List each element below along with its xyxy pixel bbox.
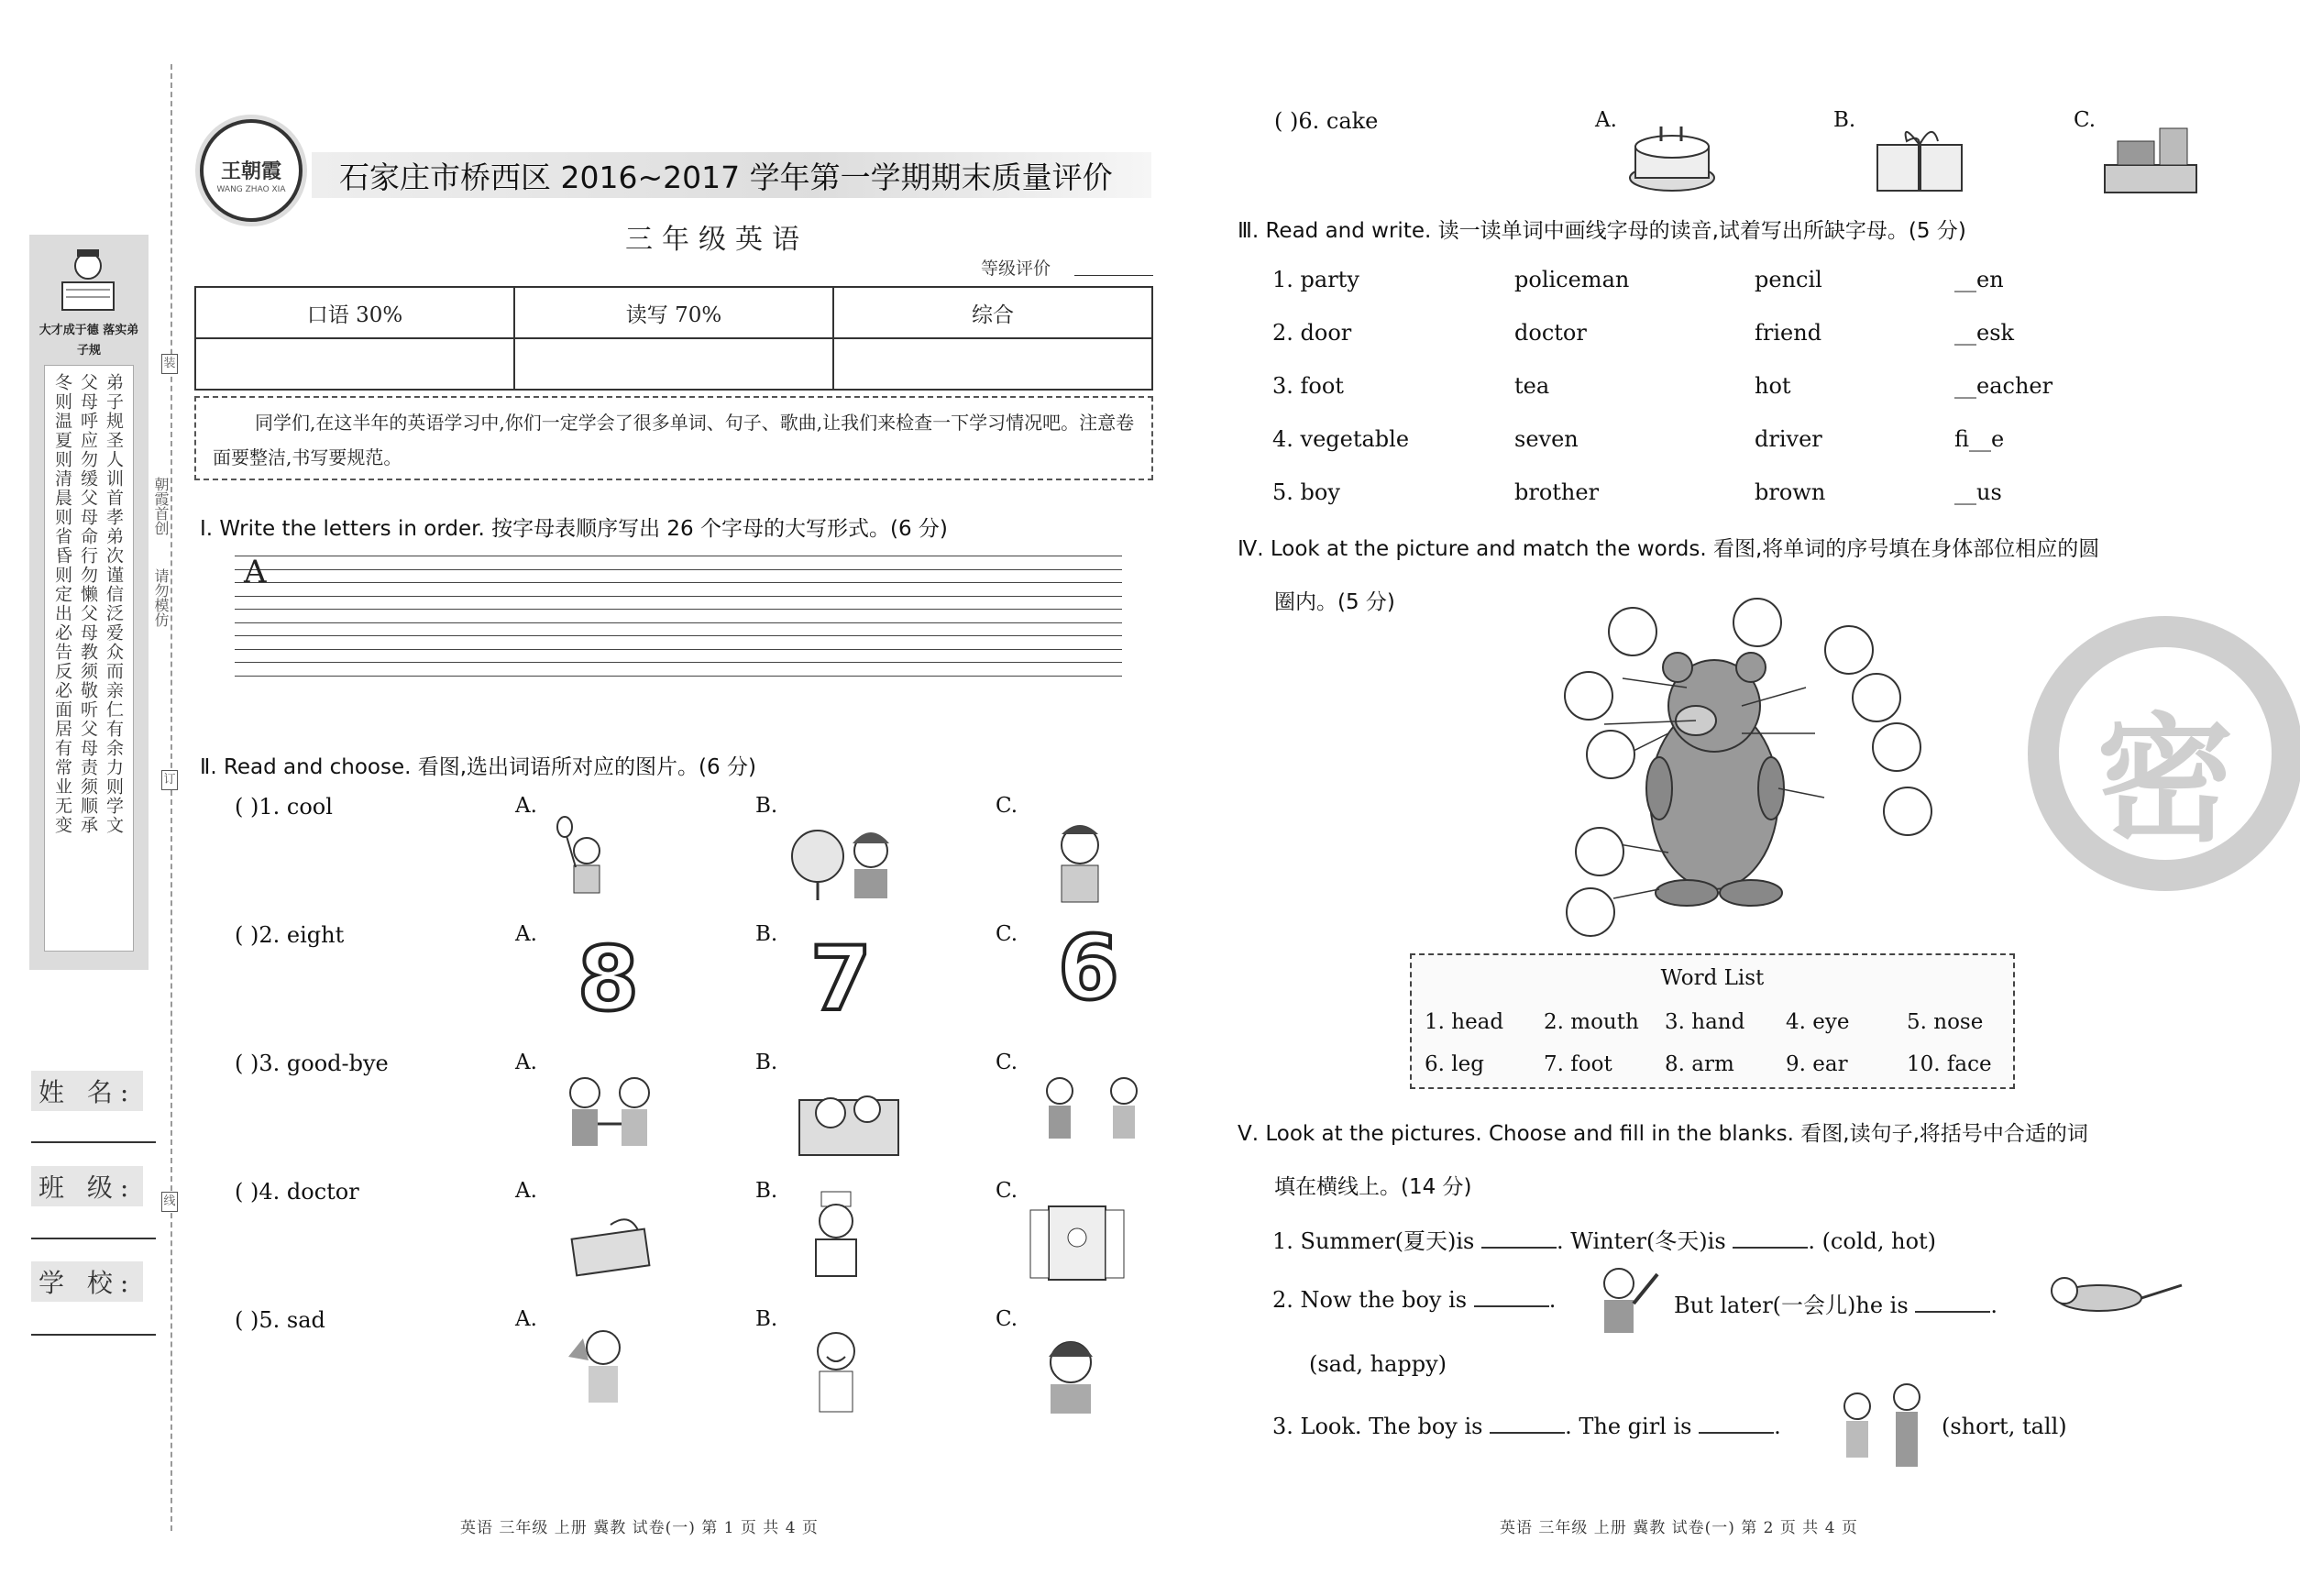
q2-6-label: ( )6. cake bbox=[1274, 108, 1379, 134]
q2-2-label: ( )2. eight bbox=[235, 922, 345, 948]
match-circle-10[interactable] bbox=[1566, 887, 1615, 937]
s5-q1-blank-1[interactable] bbox=[1481, 1247, 1557, 1249]
match-circle-7[interactable] bbox=[1872, 722, 1921, 772]
s5-q2-later: But later(一会儿)he is . bbox=[1674, 1293, 1997, 1318]
name-field[interactable] bbox=[31, 1141, 156, 1143]
match-circle-3[interactable] bbox=[1824, 625, 1874, 675]
subject-title: 三年级英语 bbox=[625, 224, 809, 256]
q2-1-opt-c[interactable]: C. bbox=[996, 794, 1018, 818]
digit-6-picture: 6 bbox=[1058, 917, 1119, 1019]
shivering-man-picture bbox=[1043, 812, 1117, 908]
match-circle-4[interactable] bbox=[1564, 671, 1613, 721]
q2-2-opt-b[interactable]: B. bbox=[755, 922, 778, 946]
s3-r1-blank[interactable]: __en bbox=[1954, 267, 2004, 292]
s5-q2-options: (sad, happy) bbox=[1309, 1351, 1447, 1377]
class-label: 班 级: bbox=[31, 1166, 143, 1206]
binding-mark-3: 线 bbox=[161, 1192, 178, 1212]
word-8: 8. arm bbox=[1665, 1052, 1734, 1076]
q2-3-label: ( )3. good-bye bbox=[235, 1051, 389, 1076]
word-1: 1. head bbox=[1425, 1010, 1504, 1034]
word-2: 2. mouth bbox=[1544, 1010, 1639, 1034]
q2-1-opt-b[interactable]: B. bbox=[755, 794, 778, 818]
logo-subtext: WANG ZHAO XIA bbox=[216, 185, 286, 194]
side-note-1: 朝霞首创 bbox=[152, 477, 170, 535]
rules-column-1: 弟子规圣人训首孝弟次谨信泛爱众而亲仁有余力则学文 bbox=[104, 373, 124, 835]
grade-eval-field[interactable] bbox=[1074, 275, 1153, 276]
fallen-boy-picture bbox=[2044, 1267, 2200, 1322]
section-3-title: Ⅲ. Read and write. 读一读单词中画线字母的读音,试着写出所缺字母。(5 分) bbox=[1238, 219, 1966, 243]
binding-line bbox=[171, 64, 172, 1531]
q2-2-opt-a[interactable]: A. bbox=[515, 922, 537, 946]
word-6: 6. leg bbox=[1425, 1052, 1484, 1076]
s3-r2-c3: friend bbox=[1755, 320, 1822, 346]
q2-4-opt-a[interactable]: A. bbox=[515, 1179, 537, 1203]
s5-q3: 3. Look. The boy is . The girl is . bbox=[1272, 1414, 1781, 1439]
s3-r2-c2: doctor bbox=[1514, 320, 1587, 346]
s3-r1-c2: policeman bbox=[1514, 267, 1630, 292]
s5-q2-blank-1[interactable] bbox=[1474, 1305, 1549, 1307]
gift-picture bbox=[1870, 117, 1969, 194]
sleeping-picture bbox=[794, 1073, 904, 1161]
s3-r3-blank[interactable]: __eacher bbox=[1954, 373, 2053, 399]
logo-text: 王朝霞 bbox=[220, 160, 281, 183]
handshake-kids-picture bbox=[559, 1071, 660, 1162]
sad-girl-picture bbox=[1032, 1324, 1109, 1415]
school-field[interactable] bbox=[31, 1334, 156, 1336]
match-circle-9[interactable] bbox=[1575, 827, 1624, 876]
word-10: 10. face bbox=[1907, 1052, 1992, 1076]
q2-1-opt-a[interactable]: A. bbox=[515, 794, 537, 818]
s5-q1-part-c: . (cold, hot) bbox=[1808, 1228, 1937, 1254]
score-header-total: 综合 bbox=[833, 287, 1152, 338]
s5-q3-blank-1[interactable] bbox=[1490, 1432, 1565, 1434]
q2-3-opt-c[interactable]: C. bbox=[996, 1051, 1018, 1074]
s5-q3-options: (short, tall) bbox=[1942, 1414, 2067, 1439]
intro-text: 同学们,在这半年的英语学习中,你们一定学会了很多单词、句子、歌曲,让我们来检查一下学习情况吧。注意卷面要整洁,书写要规范。 bbox=[194, 396, 1153, 480]
score-header-rw: 读写 70% bbox=[514, 287, 833, 338]
word-4: 4. eye bbox=[1786, 1010, 1850, 1034]
s3-r4-c2: seven bbox=[1514, 426, 1579, 452]
rules-column-2: 父母呼应勿缓父母命行勿懒父母教须敬听父母责须顺承 bbox=[78, 373, 98, 835]
score-table bbox=[194, 286, 1153, 391]
brand-logo bbox=[200, 119, 303, 222]
window-picture bbox=[1027, 1192, 1128, 1283]
s3-r4-c1: 4. vegetable bbox=[1272, 426, 1410, 452]
doctor-picture bbox=[799, 1188, 873, 1280]
s5-q2-part-b: But later(一会儿)he is bbox=[1674, 1293, 1909, 1318]
q2-6-opt-c[interactable]: C. bbox=[2074, 108, 2096, 132]
cake-picture bbox=[1624, 114, 1720, 196]
match-circle-6[interactable] bbox=[1586, 730, 1635, 779]
q2-5-opt-a[interactable]: A. bbox=[515, 1307, 537, 1331]
sidebar-mascot bbox=[51, 242, 125, 315]
q2-6-opt-b[interactable]: B. bbox=[1833, 108, 1856, 132]
word-9: 9. ear bbox=[1786, 1052, 1848, 1076]
exam-title: 石家庄市桥西区 2016~2017 学年第一学期期末质量评价 bbox=[339, 160, 1113, 195]
binding-mark-1: 装 bbox=[161, 354, 178, 374]
s3-r5-c3: brown bbox=[1755, 479, 1826, 505]
boy-girl-picture bbox=[1833, 1379, 1931, 1474]
s3-r5-blank[interactable]: __us bbox=[1954, 479, 2002, 505]
match-circle-5[interactable] bbox=[1852, 673, 1901, 722]
word-7: 7. foot bbox=[1544, 1052, 1612, 1076]
fan-girl-picture bbox=[787, 816, 906, 908]
baseball-boy-picture bbox=[1579, 1261, 1661, 1338]
s5-q3-part-b: . The girl is bbox=[1565, 1414, 1692, 1439]
section-5-title: Ⅴ. Look at the pictures. Choose and fill in the blanks. 看图,读句子,将括号中合适的词 bbox=[1238, 1122, 2088, 1146]
match-circle-8[interactable] bbox=[1883, 787, 1932, 836]
pencil-box-picture bbox=[565, 1210, 656, 1283]
section-2-title: Ⅱ. Read and choose. 看图,选出词语所对应的图片。(6 分) bbox=[200, 755, 756, 779]
footer-right: 英语 三年级 上册 冀教 试卷(一) 第 2 页 共 4 页 bbox=[1500, 1519, 1858, 1537]
secret-seal-watermark bbox=[2028, 616, 2300, 891]
score-cell-oral[interactable] bbox=[195, 338, 514, 390]
s3-r4-blank[interactable]: fi__e bbox=[1954, 426, 2005, 452]
seal-char: 密 bbox=[2096, 701, 2234, 861]
digit-8-picture: 8 bbox=[578, 928, 639, 1030]
word-5: 5. nose bbox=[1907, 1010, 1984, 1034]
name-label: 姓 名: bbox=[31, 1071, 143, 1111]
section-5-title-cont: 填在横线上。(14 分) bbox=[1274, 1175, 1472, 1199]
sidebar-motto: 大才成于德 落实弟子规 bbox=[39, 324, 139, 358]
books-desk-picture bbox=[2099, 114, 2202, 198]
q2-3-opt-a[interactable]: A. bbox=[515, 1051, 537, 1074]
q2-6-opt-a[interactable]: A. bbox=[1595, 108, 1617, 132]
s5-q1-part-b: . Winter(冬天)is bbox=[1556, 1228, 1726, 1254]
q2-4-opt-b[interactable]: B. bbox=[755, 1179, 778, 1203]
grade-eval-label: 等级评价 bbox=[981, 259, 1051, 279]
hot-boy-picture bbox=[561, 1320, 644, 1412]
s5-q2-part-a: 2. Now the boy is bbox=[1272, 1287, 1468, 1313]
rules-column-3: 冬则温夏则清晨则省昏则定出必告反必面居有常业无变 bbox=[52, 373, 72, 835]
badminton-boy-picture bbox=[550, 814, 623, 906]
s5-q2-blank-2[interactable] bbox=[1915, 1311, 1990, 1313]
score-header-oral: 口语 30% bbox=[195, 287, 514, 338]
s5-q1-part-a: 1. Summer(夏天)is bbox=[1272, 1228, 1475, 1254]
match-circle-2[interactable] bbox=[1733, 598, 1782, 647]
s3-r1-c3: pencil bbox=[1755, 267, 1822, 292]
section-4-title-cont: 圈内。(5 分) bbox=[1274, 590, 1395, 614]
footer-left: 英语 三年级 上册 冀教 试卷(一) 第 1 页 共 4 页 bbox=[460, 1519, 819, 1537]
word-list-title: Word List bbox=[1660, 966, 1765, 990]
s5-q2: 2. Now the boy is . bbox=[1272, 1287, 1557, 1313]
word-list-box bbox=[1410, 953, 2015, 1089]
score-cell-rw[interactable] bbox=[514, 338, 833, 390]
s3-r3-c1: 3. foot bbox=[1272, 373, 1344, 399]
q2-1-label: ( )1. cool bbox=[235, 794, 333, 820]
s3-r3-c3: hot bbox=[1755, 373, 1791, 399]
happy-boy-picture bbox=[799, 1315, 873, 1415]
s5-q1-blank-2[interactable] bbox=[1733, 1247, 1808, 1249]
class-field[interactable] bbox=[31, 1238, 156, 1239]
section-4-title: Ⅳ. Look at the picture and match the words. 看图,将单词的序号填在身体部位相应的圆 bbox=[1238, 537, 2100, 561]
word-3: 3. hand bbox=[1665, 1010, 1745, 1034]
s5-q1 bbox=[1272, 1223, 1936, 1255]
s3-r3-c2: tea bbox=[1514, 373, 1550, 399]
q2-5-opt-c[interactable]: C. bbox=[996, 1307, 1018, 1331]
s3-r4-c3: driver bbox=[1755, 426, 1822, 452]
q2-4-opt-c[interactable]: C. bbox=[996, 1179, 1018, 1203]
s3-r2-blank[interactable]: __esk bbox=[1954, 320, 2015, 346]
binding-mark-2: 订 bbox=[161, 770, 178, 790]
start-letter: A bbox=[244, 554, 267, 590]
q2-2-opt-c[interactable]: C. bbox=[996, 922, 1018, 946]
s5-q3-blank-2[interactable] bbox=[1699, 1432, 1774, 1434]
score-cell-total[interactable] bbox=[833, 338, 1152, 390]
digit-7-picture: 7 bbox=[810, 928, 872, 1030]
s3-r2-c1: 2. door bbox=[1272, 320, 1352, 346]
waving-kids-picture bbox=[1032, 1071, 1151, 1162]
section-1-title: Ⅰ. Write the letters in order. 按字母表顺序写出 26 个字母的大写形式。(6 分) bbox=[200, 517, 948, 541]
s5-q3-part-a: 3. Look. The boy is bbox=[1272, 1414, 1483, 1439]
s3-r5-c2: brother bbox=[1514, 479, 1600, 505]
q2-5-label: ( )5. sad bbox=[235, 1307, 325, 1333]
q2-3-opt-b[interactable]: B. bbox=[755, 1051, 778, 1074]
sidebar-rules-box bbox=[44, 365, 134, 952]
q2-5-opt-b[interactable]: B. bbox=[755, 1307, 778, 1331]
q2-4-label: ( )4. doctor bbox=[235, 1179, 359, 1205]
s3-r1-c1: 1. party bbox=[1272, 267, 1359, 292]
writing-lines[interactable] bbox=[235, 556, 1122, 688]
side-note-2: 请勿模仿 bbox=[152, 568, 170, 627]
school-label: 学 校: bbox=[31, 1261, 143, 1302]
match-circle-1[interactable] bbox=[1608, 607, 1657, 656]
s3-r5-c1: 5. boy bbox=[1272, 479, 1340, 505]
